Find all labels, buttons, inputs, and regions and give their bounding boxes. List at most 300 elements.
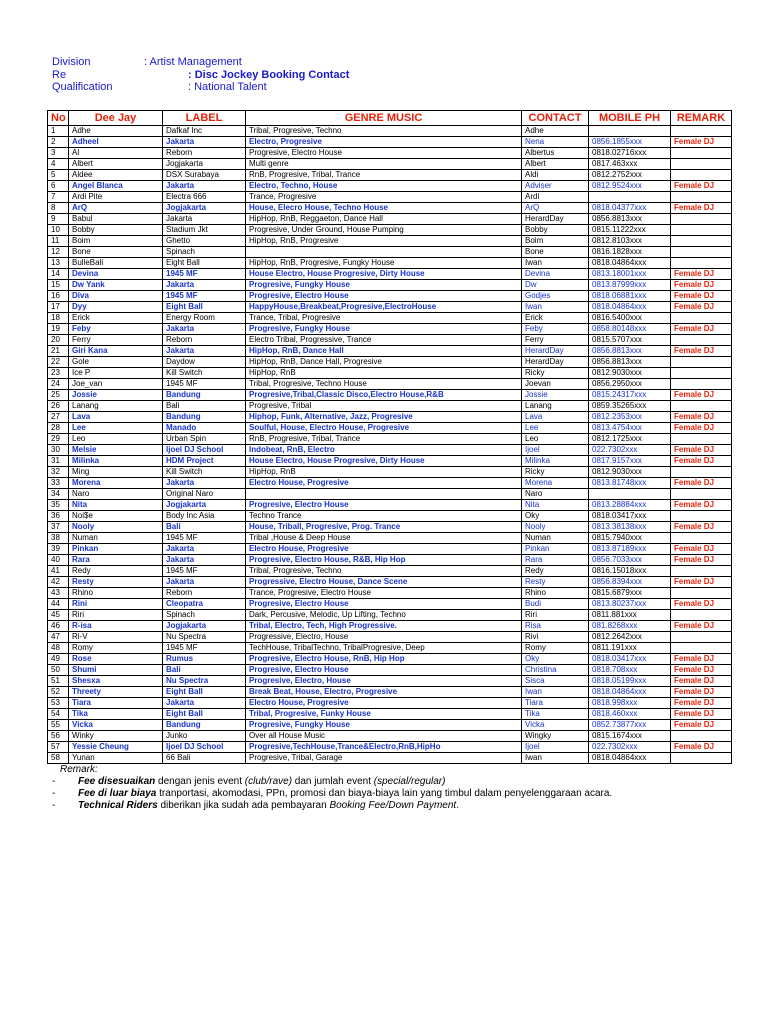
cell-remark: Female DJ — [671, 577, 732, 588]
cell-mobile: 0813.18001xxx — [589, 269, 671, 280]
re-row — [52, 69, 349, 82]
cell-contact: Riri — [522, 610, 589, 621]
cell-remark — [671, 731, 732, 742]
cell-dee-jay: Redy — [69, 566, 163, 577]
cell-dee-jay: Ice P — [69, 368, 163, 379]
table-header-row — [48, 111, 732, 126]
cell-genre: Trance, Tribal, Progresive — [246, 313, 522, 324]
table-row — [48, 621, 732, 632]
remark-text: Technical Riders diberikan jika sudah ada pembayaran Booking Fee/Down Payment. — [78, 800, 459, 811]
cell-genre: Techno Trance — [246, 511, 522, 522]
cell-label: 1945 MF — [163, 291, 246, 302]
cell-mobile: 0813.38138xxx — [589, 522, 671, 533]
table-row — [48, 742, 732, 753]
cell-no: 21 — [48, 346, 69, 357]
cell-dee-jay: ArQ — [69, 203, 163, 214]
column-header-label: LABEL — [163, 111, 246, 126]
cell-no: 52 — [48, 687, 69, 698]
cell-mobile: 0815.24317xxx — [589, 390, 671, 401]
cell-label: Eight Ball — [163, 709, 246, 720]
cell-remark: Female DJ — [671, 302, 732, 313]
cell-dee-jay: Romy — [69, 643, 163, 654]
cell-contact: Nooly — [522, 522, 589, 533]
cell-contact: Iwan — [522, 753, 589, 764]
cell-mobile: 0813.87189xxx — [589, 544, 671, 555]
table-row — [48, 445, 732, 456]
cell-dee-jay: R-isa — [69, 621, 163, 632]
cell-remark: Female DJ — [671, 687, 732, 698]
cell-mobile: 0813.4754xxx — [589, 423, 671, 434]
cell-no: 29 — [48, 434, 69, 445]
cell-remark — [671, 379, 732, 390]
cell-label: Bandung — [163, 412, 246, 423]
cell-remark — [671, 126, 732, 137]
table-row — [48, 368, 732, 379]
cell-no: 49 — [48, 654, 69, 665]
cell-mobile: 0813.28884xxx — [589, 500, 671, 511]
cell-remark: Female DJ — [671, 500, 732, 511]
cell-remark: Female DJ — [671, 555, 732, 566]
cell-no: 30 — [48, 445, 69, 456]
cell-genre: Progresive, Electro House — [246, 599, 522, 610]
cell-genre: Progresive, Fungky House — [246, 720, 522, 731]
cell-genre: Tribal, Progresive, Techno — [246, 566, 522, 577]
cell-dee-jay: Threety — [69, 687, 163, 698]
cell-no: 11 — [48, 236, 69, 247]
cell-label: Jakarta — [163, 544, 246, 555]
cell-contact: Albert — [522, 159, 589, 170]
cell-label: Jogjakarta — [163, 159, 246, 170]
cell-no: 4 — [48, 159, 69, 170]
cell-remark: Female DJ — [671, 720, 732, 731]
cell-no: 34 — [48, 489, 69, 500]
cell-remark: Female DJ — [671, 478, 732, 489]
cell-mobile: 0811.881xxx — [589, 610, 671, 621]
cell-contact: Redy — [522, 566, 589, 577]
cell-no: 24 — [48, 379, 69, 390]
cell-dee-jay: Leo — [69, 434, 163, 445]
cell-mobile: 0856.2950xxx — [589, 379, 671, 390]
qualification-label: Qualification — [52, 81, 113, 93]
cell-dee-jay: Rose — [69, 654, 163, 665]
table-row — [48, 214, 732, 225]
cell-genre: Electro, Progresive — [246, 137, 522, 148]
cell-contact: Rhino — [522, 588, 589, 599]
cell-no: 28 — [48, 423, 69, 434]
cell-genre: Tribal, Progresive, Techno — [246, 126, 522, 137]
cell-label: Kill Switch — [163, 467, 246, 478]
cell-remark — [671, 225, 732, 236]
cell-label: Jogjakarta — [163, 621, 246, 632]
cell-contact: Oky — [522, 511, 589, 522]
table-row — [48, 522, 732, 533]
table-row — [48, 555, 732, 566]
cell-no: 6 — [48, 181, 69, 192]
cell-dee-jay: Angel Blanca — [69, 181, 163, 192]
table-row — [48, 390, 732, 401]
cell-mobile: 0818.06881xxx — [589, 291, 671, 302]
cell-contact: Lee — [522, 423, 589, 434]
cell-contact: Tiara — [522, 698, 589, 709]
cell-no: 55 — [48, 720, 69, 731]
table-row — [48, 269, 732, 280]
cell-mobile: 0812.9524xxx — [589, 181, 671, 192]
cell-contact: Aldi — [522, 170, 589, 181]
cell-mobile: 0856.7033xxx — [589, 555, 671, 566]
cell-label: Eight Ball — [163, 687, 246, 698]
table-row — [48, 632, 732, 643]
cell-label: Reborn — [163, 335, 246, 346]
cell-genre: Tribal, Progresive, Funky House — [246, 709, 522, 720]
cell-label: Original Naro — [163, 489, 246, 500]
cell-label: Body Inc Asia — [163, 511, 246, 522]
cell-mobile: 0816.1828xxx — [589, 247, 671, 258]
re-label: Re — [52, 68, 67, 81]
cell-label: Rumus — [163, 654, 246, 665]
cell-dee-jay: Tiara — [69, 698, 163, 709]
remark-bullet: - — [52, 776, 56, 787]
cell-mobile: 0856.1855xxx — [589, 137, 671, 148]
cell-genre: Soulful, House, Electro House, Progresive — [246, 423, 522, 434]
re-value: : Disc Jockey Booking Contact — [188, 68, 350, 81]
cell-no: 14 — [48, 269, 69, 280]
cell-mobile: 0818.708xxx — [589, 665, 671, 676]
table-body — [48, 126, 732, 764]
cell-genre: HipHop, RnB, Reggaeton, Dance Hall — [246, 214, 522, 225]
remark-item — [52, 800, 612, 812]
cell-remark: Female DJ — [671, 269, 732, 280]
cell-label: Eight Ball — [163, 302, 246, 313]
cell-remark: Female DJ — [671, 181, 732, 192]
cell-label: Reborn — [163, 148, 246, 159]
qualification-row — [52, 81, 349, 94]
cell-mobile: 0813.81748xxx — [589, 478, 671, 489]
cell-remark — [671, 313, 732, 324]
table-row — [48, 137, 732, 148]
cell-remark — [671, 643, 732, 654]
document-header — [52, 56, 349, 94]
cell-label: Reborn — [163, 588, 246, 599]
division-value: : Artist Management — [144, 56, 242, 68]
cell-no: 44 — [48, 599, 69, 610]
cell-no: 2 — [48, 137, 69, 148]
cell-genre: Progresive, Under Ground, House Pumping — [246, 225, 522, 236]
cell-no: 36 — [48, 511, 69, 522]
column-header-mobile: MOBILE PH — [589, 111, 671, 126]
cell-no: 38 — [48, 533, 69, 544]
cell-contact: Erick — [522, 313, 589, 324]
cell-no: 48 — [48, 643, 69, 654]
cell-dee-jay: Dyy — [69, 302, 163, 313]
cell-contact: Lanang — [522, 401, 589, 412]
cell-genre: Over all House Music — [246, 731, 522, 742]
table-row — [48, 203, 732, 214]
cell-no: 18 — [48, 313, 69, 324]
cell-mobile: 0818.04377xxx — [589, 203, 671, 214]
table-row — [48, 753, 732, 764]
cell-mobile: 0815.5707xxx — [589, 335, 671, 346]
cell-dee-jay: Nooly — [69, 522, 163, 533]
cell-genre — [246, 489, 522, 500]
cell-dee-jay: Ming — [69, 467, 163, 478]
cell-mobile: 0856.8394xxx — [589, 577, 671, 588]
table-row — [48, 159, 732, 170]
cell-no: 47 — [48, 632, 69, 643]
cell-contact: Ardi — [522, 192, 589, 203]
cell-no: 15 — [48, 280, 69, 291]
cell-dee-jay: Dw Yank — [69, 280, 163, 291]
cell-dee-jay: Adheel — [69, 137, 163, 148]
cell-mobile: 0856.8813xxx — [589, 346, 671, 357]
cell-label: Bali — [163, 522, 246, 533]
cell-dee-jay: Albert — [69, 159, 163, 170]
table-row — [48, 247, 732, 258]
division-row — [52, 56, 349, 69]
cell-no: 37 — [48, 522, 69, 533]
cell-genre: Break Beat, House, Electro, Progresive — [246, 687, 522, 698]
cell-mobile: 0858.80148xxx — [589, 324, 671, 335]
cell-dee-jay: Tika — [69, 709, 163, 720]
cell-contact: Adhe — [522, 126, 589, 137]
cell-genre: Tribal, Electro, Tech, High Progressive. — [246, 621, 522, 632]
table-row — [48, 302, 732, 313]
cell-remark: Female DJ — [671, 137, 732, 148]
remark-item — [52, 788, 612, 800]
cell-no: 35 — [48, 500, 69, 511]
table-row — [48, 423, 732, 434]
cell-genre: Progresive, Electro House — [246, 665, 522, 676]
cell-remark: Female DJ — [671, 621, 732, 632]
cell-remark: Female DJ — [671, 280, 732, 291]
cell-mobile: 0818.03417xxx — [589, 511, 671, 522]
cell-genre: Progresive, Electro, House — [246, 676, 522, 687]
cell-label: Jakarta — [163, 555, 246, 566]
table-row — [48, 577, 732, 588]
cell-contact: Albertus — [522, 148, 589, 159]
cell-genre: HipHop, RnB, Dance Hall — [246, 346, 522, 357]
cell-remark — [671, 566, 732, 577]
cell-contact: Ijoel — [522, 445, 589, 456]
table-row — [48, 698, 732, 709]
cell-no: 56 — [48, 731, 69, 742]
cell-remark — [671, 214, 732, 225]
cell-dee-jay: Yunan — [69, 753, 163, 764]
cell-remark: Female DJ — [671, 423, 732, 434]
cell-remark — [671, 368, 732, 379]
cell-mobile: 0817.463xxx — [589, 159, 671, 170]
cell-contact: Ijoel — [522, 742, 589, 753]
remark-text: Fee di luar biaya tranportasi, akomodasi, PPn, promosi dan biaya-biaya lain yang timbul dalam penyelenggaraan acara. — [78, 788, 613, 799]
table-row — [48, 258, 732, 269]
cell-contact: Pinkan — [522, 544, 589, 555]
cell-contact: Tika — [522, 709, 589, 720]
cell-label: Bandung — [163, 390, 246, 401]
cell-genre: Trance, Progresive, Electro House — [246, 588, 522, 599]
cell-dee-jay: Shesxa — [69, 676, 163, 687]
cell-dee-jay: Joe_van — [69, 379, 163, 390]
remark-text: Fee disesuaikan dengan jenis event (club/rave) dan jumlah event (special/regular) — [78, 776, 446, 787]
cell-contact: Iwan — [522, 687, 589, 698]
cell-mobile: 0813.80237xxx — [589, 599, 671, 610]
table-row — [48, 280, 732, 291]
cell-genre: HipHop, RnB — [246, 368, 522, 379]
cell-no: 20 — [48, 335, 69, 346]
cell-no: 54 — [48, 709, 69, 720]
cell-genre: Trance, Progresive — [246, 192, 522, 203]
cell-mobile: 0859.35265xxx — [589, 401, 671, 412]
cell-genre: Tribal, Progresive, Techno House — [246, 379, 522, 390]
cell-label: Bandung — [163, 720, 246, 731]
cell-label: Daydow — [163, 357, 246, 368]
cell-contact: Morena — [522, 478, 589, 489]
cell-remark: Female DJ — [671, 445, 732, 456]
cell-mobile: 0818.02716xxx — [589, 148, 671, 159]
cell-label: Bali — [163, 665, 246, 676]
cell-remark: Female DJ — [671, 665, 732, 676]
cell-mobile: 0818.04864xxx — [589, 302, 671, 313]
cell-label: Nu Spectra — [163, 676, 246, 687]
cell-dee-jay: Ri-V — [69, 632, 163, 643]
cell-dee-jay: Babul — [69, 214, 163, 225]
dj-booking-table — [47, 110, 732, 764]
cell-label: 1945 MF — [163, 379, 246, 390]
cell-no: 22 — [48, 357, 69, 368]
cell-mobile: 0815.6879xxx — [589, 588, 671, 599]
cell-dee-jay: Vicka — [69, 720, 163, 731]
cell-mobile — [589, 192, 671, 203]
cell-label: 66 Bali — [163, 753, 246, 764]
table-row — [48, 544, 732, 555]
cell-label: Nu Spectra — [163, 632, 246, 643]
table-row — [48, 478, 732, 489]
column-header-contact: CONTACT — [522, 111, 589, 126]
cell-dee-jay: Bobby — [69, 225, 163, 236]
table-row — [48, 401, 732, 412]
cell-contact: HerardDay — [522, 346, 589, 357]
cell-label: Spinach — [163, 247, 246, 258]
column-header-remark: REMARK — [671, 111, 732, 126]
cell-genre: Electro, Techno, House — [246, 181, 522, 192]
cell-dee-jay: Rini — [69, 599, 163, 610]
cell-remark — [671, 467, 732, 478]
cell-dee-jay: Ferry — [69, 335, 163, 346]
cell-genre: Progressive, Electro House, Dance Scene — [246, 577, 522, 588]
cell-remark — [671, 489, 732, 500]
cell-mobile: 0817.9157xxx — [589, 456, 671, 467]
cell-remark: Female DJ — [671, 709, 732, 720]
cell-mobile: 0812.2752xxx — [589, 170, 671, 181]
cell-mobile: 0815.7940xxx — [589, 533, 671, 544]
table-row — [48, 456, 732, 467]
cell-mobile: 0811.191xxx — [589, 643, 671, 654]
cell-dee-jay: Resty — [69, 577, 163, 588]
table-row — [48, 489, 732, 500]
cell-contact: Milinka — [522, 456, 589, 467]
cell-remark: Female DJ — [671, 742, 732, 753]
cell-genre: Progresive, Electro House — [246, 291, 522, 302]
cell-label: Kill Switch — [163, 368, 246, 379]
cell-genre: House, Triball, Progresive, Prog. Trance — [246, 522, 522, 533]
cell-genre: TechHouse, TribalTechno, TribalProgresive, Deep — [246, 643, 522, 654]
cell-remark — [671, 247, 732, 258]
cell-remark — [671, 632, 732, 643]
cell-mobile — [589, 489, 671, 500]
cell-no: 46 — [48, 621, 69, 632]
cell-genre: Progresive, Electro House, R&B, Hip Hop — [246, 555, 522, 566]
cell-mobile: 0818.04864xxx — [589, 258, 671, 269]
table-row — [48, 346, 732, 357]
table-row — [48, 324, 732, 335]
cell-label: 1945 MF — [163, 533, 246, 544]
cell-label: Jogjakarta — [163, 500, 246, 511]
cell-mobile — [589, 126, 671, 137]
cell-remark — [671, 401, 732, 412]
cell-contact: Iwan — [522, 258, 589, 269]
cell-mobile: 0812.8103xxx — [589, 236, 671, 247]
cell-mobile: 0812.1725xxx — [589, 434, 671, 445]
table-row — [48, 192, 732, 203]
cell-genre: HipHop, RnB, Dance Hall, Progresive — [246, 357, 522, 368]
cell-remark — [671, 588, 732, 599]
cell-contact: Nita — [522, 500, 589, 511]
cell-no: 13 — [48, 258, 69, 269]
cell-genre: HipHop, RnB — [246, 467, 522, 478]
cell-genre: Indobeat, RnB, Electro — [246, 445, 522, 456]
cell-genre: Dark, Percusive, Melodic, Up Lifting, Techno — [246, 610, 522, 621]
cell-contact: HerardDay — [522, 357, 589, 368]
cell-contact: Iwan — [522, 302, 589, 313]
cell-no: 12 — [48, 247, 69, 258]
cell-label: Bali — [163, 401, 246, 412]
cell-contact: Bobby — [522, 225, 589, 236]
cell-no: 42 — [48, 577, 69, 588]
cell-mobile: 0816.15018xxx — [589, 566, 671, 577]
cell-genre: Progresive, Electro House — [246, 500, 522, 511]
cell-contact: Boim — [522, 236, 589, 247]
cell-label: Jakarta — [163, 346, 246, 357]
cell-contact: Adviser — [522, 181, 589, 192]
cell-remark: Female DJ — [671, 456, 732, 467]
cell-dee-jay: Rara — [69, 555, 163, 566]
cell-contact: Budi — [522, 599, 589, 610]
cell-mobile: 0818.05199xxx — [589, 676, 671, 687]
cell-label: Spinach — [163, 610, 246, 621]
cell-genre: Hiphop, Funk, Alternative, Jazz, Progresive — [246, 412, 522, 423]
cell-genre: HappyHouse,Breakbeat,Progresive,ElectroHouse — [246, 302, 522, 313]
cell-remark: Female DJ — [671, 203, 732, 214]
cell-dee-jay: Lava — [69, 412, 163, 423]
qualification-value: : National Talent — [188, 81, 267, 93]
column-header-genre: GENRE MUSIC — [246, 111, 522, 126]
cell-dee-jay: Melsie — [69, 445, 163, 456]
table-row — [48, 533, 732, 544]
cell-remark: Female DJ — [671, 544, 732, 555]
cell-genre: RnB, Progresive, Tribal, Trance — [246, 434, 522, 445]
cell-dee-jay: Pinkan — [69, 544, 163, 555]
table-row — [48, 731, 732, 742]
cell-remark: Female DJ — [671, 324, 732, 335]
cell-contact: Joevan — [522, 379, 589, 390]
cell-dee-jay: Naro — [69, 489, 163, 500]
table-row — [48, 236, 732, 247]
cell-label: Jakarta — [163, 324, 246, 335]
cell-genre: Electro Tribal, Progressive, Trance — [246, 335, 522, 346]
cell-remark — [671, 335, 732, 346]
cell-label: 1945 MF — [163, 643, 246, 654]
cell-label: Ijoel DJ School — [163, 445, 246, 456]
cell-no: 50 — [48, 665, 69, 676]
cell-genre: House, Elecro House, Techno House — [246, 203, 522, 214]
